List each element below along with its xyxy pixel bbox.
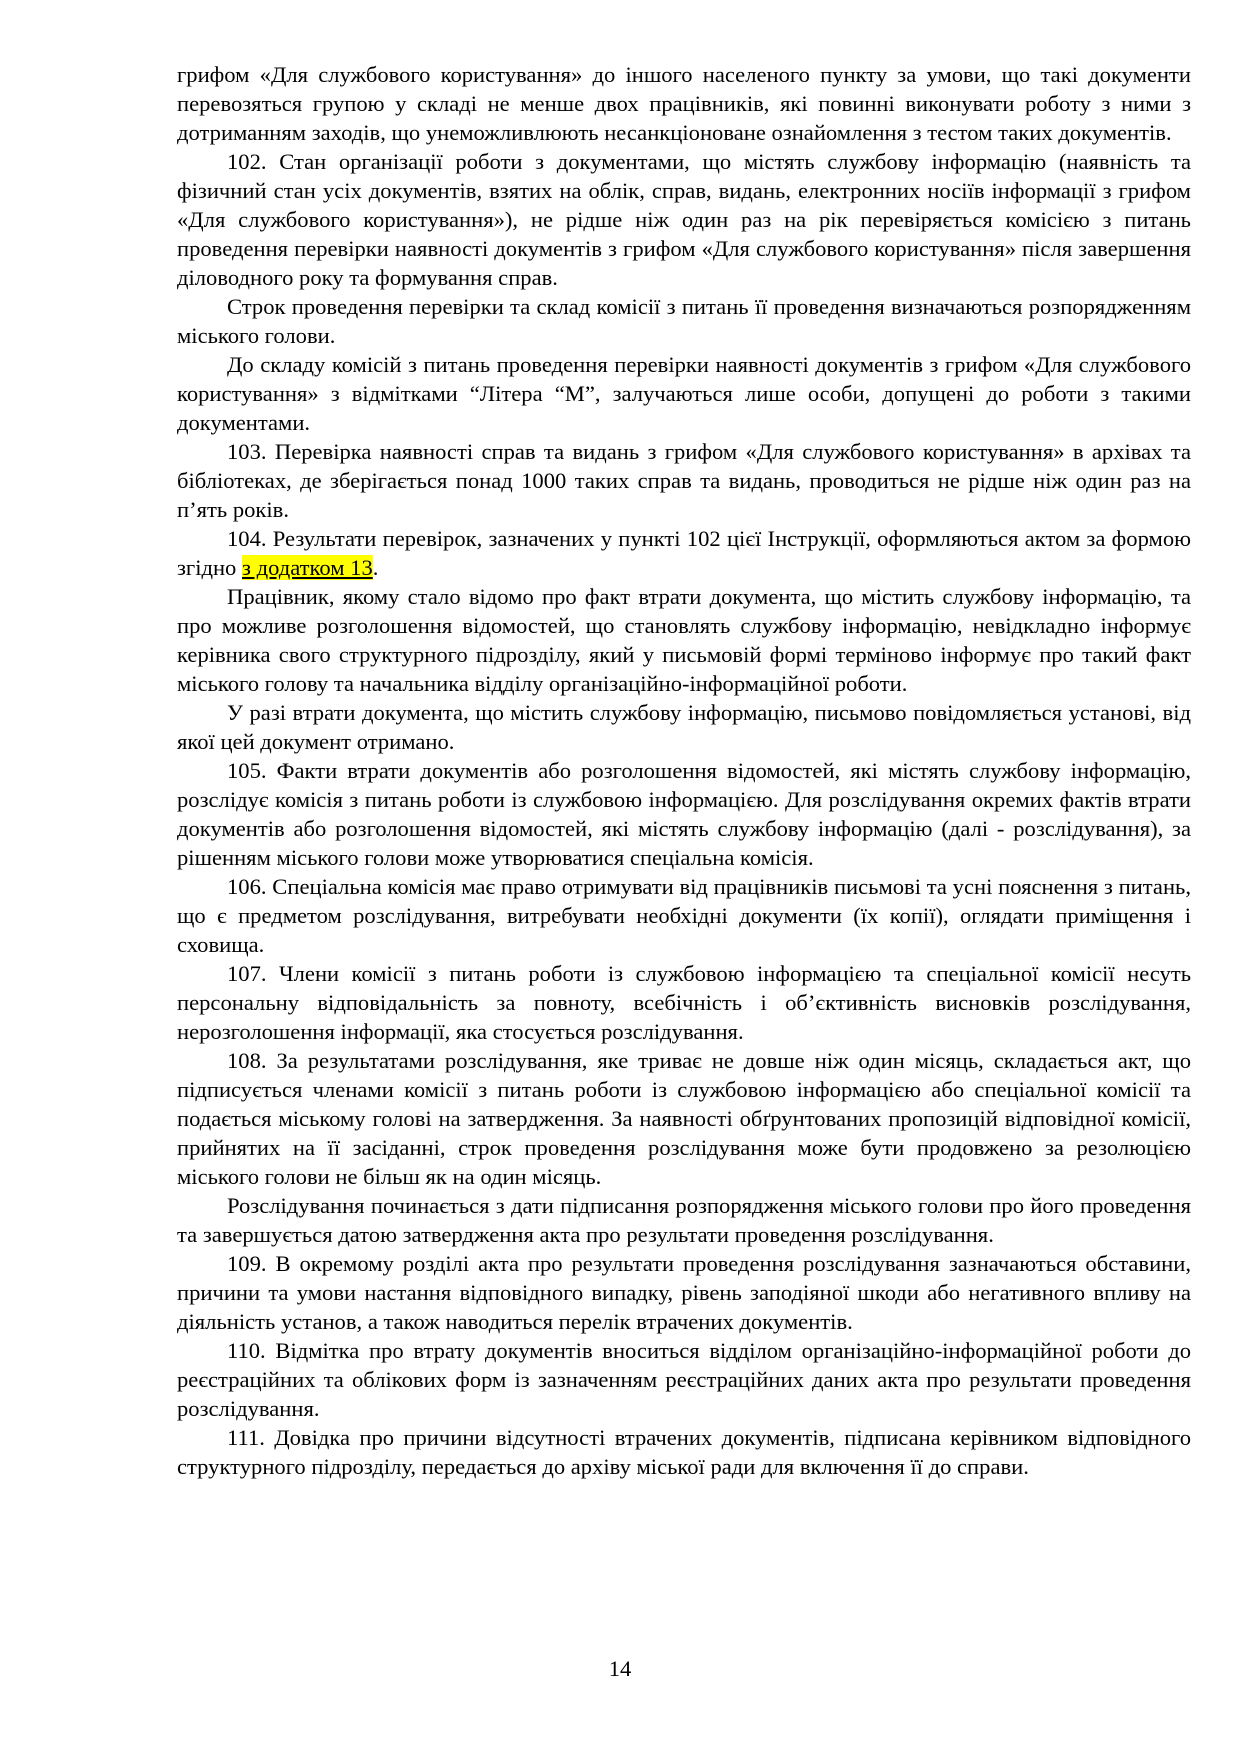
- paragraph-106: 106. Спеціальна комісія має право отримувати від працівників письмові та усні пояснення з питань, що є предметом розслідування, витребувати необхідні документи (їх копії), оглядати приміщення і сховища.: [177, 874, 1191, 957]
- paragraph-108: 108. За результатами розслідування, яке триває не довше ніж один місяць, складається акт, що підписується членами комісії з питань роботи із службовою інформацією або спеціальної комісії та подається міському голові на затвердження. За наявності обґрунтованих пропозицій відповідної комісії, прийнятих на її засіданні, строк проведення розслідування може бути продовжено за резолюцією міського голови не більш як на один місяць.: [177, 1048, 1191, 1189]
- paragraph-continuation: грифом «Для службового користування» до іншого населеного пункту за умови, що такі документи перевозяться групою у складі не менше двох працівників, які повинні виконувати роботу з ними з дотриманням заходів, що унеможливлюють несанкціоноване ознайомлення з тестом таких документів.: [177, 62, 1191, 145]
- paragraph-loss-notification: Працівник, якому стало відомо про факт втрати документа, що містить службову інформацію, та про можливе розголошення відомостей, що становлять службову інформацію, невідкладно інформує керівника свого структурного підрозділу, який у письмовій формі терміново інформує про такий факт міського голову та начальника відділу організаційно-інформаційної роботи.: [177, 584, 1191, 696]
- page-number: 14: [608, 1656, 632, 1681]
- paragraph-commission-composition: До складу комісій з питань проведення перевірки наявності документів з грифом «Для службового користування» з відмітками “Літера “М”, залучаються лише особи, допущені до роботи з такими документами.: [177, 352, 1191, 435]
- document-body: [177, 60, 1191, 1481]
- paragraph-102: 102. Стан організації роботи з документами, що містять службову інформацію (наявність та фізичний стан усіх документів, взятих на облік, справ, видань, електронних носіїв інформації з грифом «Для службового користування»), не рідше ніж один раз на рік перевіряється комісією з питань проведення перевірки наявності документів з грифом «Для службового користування» після завершення діловодного року та формування справ.: [177, 149, 1191, 290]
- paragraph-inspection-term: Строк проведення перевірки та склад комісії з питань її проведення визначаються розпорядженням міського голови.: [177, 294, 1191, 348]
- paragraph-loss-report: У разі втрати документа, що містить службову інформацію, письмово повідомляється установі, від якої цей документ отримано.: [177, 700, 1191, 754]
- paragraph-111: 111. Довідка про причини відсутності втрачених документів, підписана керівником відповідного структурного підрозділу, передається до архіву міської ради для включення її до справи.: [177, 1425, 1191, 1479]
- paragraph-104-text: 104. Результати перевірок, зазначених у пункті 102 цієї Інструкції, оформляються актом за формою згідно: [177, 526, 1191, 580]
- paragraph-103: 103. Перевірка наявності справ та видань з грифом «Для службового користування» в архівах та бібліотеках, де зберігається понад 1000 таких справ та видань, проводиться не рідше ніж один раз на п’ять років.: [177, 439, 1191, 522]
- paragraph-109: 109. В окремому розділі акта про результати проведення розслідування зазначаються обставини, причини та умови настання відповідного випадку, рівень заподіяної шкоди або негативного впливу на діяльність установ, а також наводиться перелік втрачених документів.: [177, 1251, 1191, 1334]
- paragraph-110: 110. Відмітка про втрату документів вноситься відділом організаційно-інформаційної роботи до реєстраційних та облікових форм із зазначенням реєстраційних даних акта про результати проведення розслідування.: [177, 1338, 1191, 1421]
- paragraph-investigation-start: Розслідування починається з дати підписання розпорядження міського голови про його проведення та завершується датою затвердження акта про результати проведення розслідування.: [177, 1193, 1191, 1247]
- paragraph-107: 107. Члени комісії з питань роботи із службовою інформацією та спеціальної комісії несуть персональну відповідальність за повноту, всебічність і об’єктивність висновків розслідування, нерозголошення інформації, яка стосується розслідування.: [177, 961, 1191, 1044]
- appendix-13-link[interactable]: з додатком 13: [242, 555, 373, 580]
- paragraph-104-end: .: [372, 555, 379, 580]
- paragraph-104: [177, 524, 1191, 582]
- paragraph-105: 105. Факти втрати документів або розголошення відомостей, які містять службову інформацію, розслідує комісія з питань роботи із службовою інформацією. Для розслідування окремих фактів втрати документів або розголошення відомостей, які містять службову інформацію (далі - розслідування), за рішенням міського голови може утворюватися спеціальна комісія.: [177, 758, 1191, 870]
